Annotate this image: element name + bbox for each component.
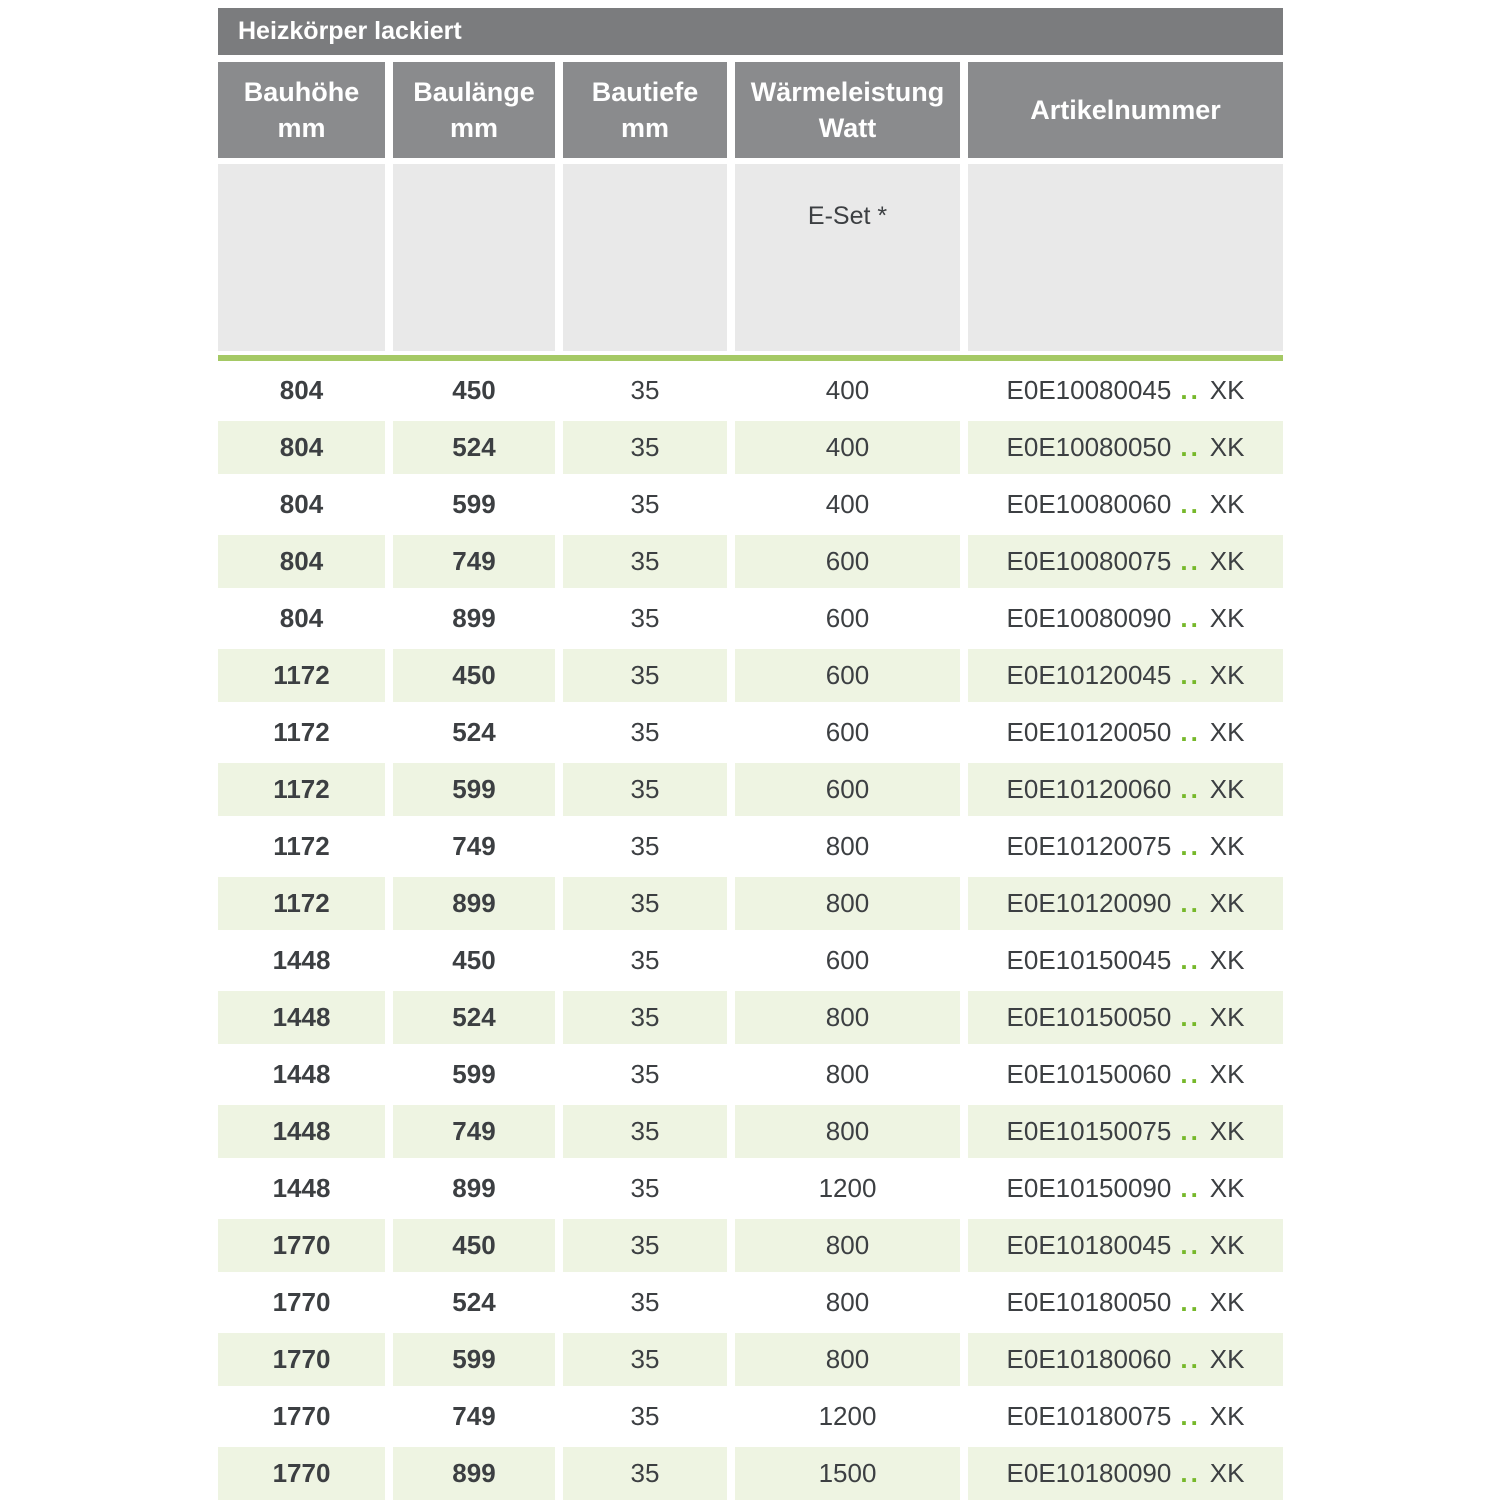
table-row [218,649,1283,702]
artikel-base: E0E10120090 [1006,888,1172,918]
subheader-cell-eset [735,164,960,351]
artikel-base: E0E10180075 [1006,1401,1172,1431]
table-row [218,1447,1283,1500]
cell-bautiefe: 35 [563,820,727,873]
cell-bautiefe: 35 [563,1390,727,1443]
header-artikelnummer [968,62,1283,158]
cell-baulaenge: 524 [393,706,555,759]
artikel-dots: .. [1180,1458,1201,1488]
cell-waermeleistung: 800 [735,1048,960,1101]
product-spec-table [218,8,1283,1500]
cell-bauhoehe: 1172 [218,706,385,759]
cell-bauhoehe: 1172 [218,763,385,816]
artikel-base: E0E10150050 [1006,1002,1172,1032]
cell-waermeleistung: 600 [735,706,960,759]
cell-bauhoehe: 1172 [218,877,385,930]
table-row [218,592,1283,645]
cell-bautiefe: 35 [563,421,727,474]
accent-divider [218,355,1283,361]
cell-baulaenge: 599 [393,478,555,531]
cell-waermeleistung: 600 [735,592,960,645]
cell-artikelnummer [968,877,1283,930]
cell-artikelnummer [968,1219,1283,1272]
cell-baulaenge: 599 [393,1333,555,1386]
artikel-suffix: XK [1209,603,1245,633]
artikel-base: E0E10150090 [1006,1173,1172,1203]
table-row [218,1390,1283,1443]
cell-baulaenge: 899 [393,877,555,930]
cell-waermeleistung: 600 [735,934,960,987]
artikel-base: E0E10180060 [1006,1344,1172,1374]
artikel-suffix: XK [1209,375,1245,405]
artikel-base: E0E10180045 [1006,1230,1172,1260]
cell-baulaenge: 450 [393,649,555,702]
cell-baulaenge: 899 [393,592,555,645]
cell-waermeleistung: 800 [735,820,960,873]
cell-bautiefe: 35 [563,478,727,531]
artikel-suffix: XK [1209,660,1245,690]
cell-artikelnummer [968,763,1283,816]
cell-artikelnummer [968,934,1283,987]
artikel-base: E0E10120050 [1006,717,1172,747]
cell-artikelnummer [968,1333,1283,1386]
artikel-base: E0E10120045 [1006,660,1172,690]
artikel-dots: .. [1180,489,1201,519]
artikel-base: E0E10080060 [1006,489,1172,519]
artikel-base: E0E10080075 [1006,546,1172,576]
cell-waermeleistung: 1500 [735,1447,960,1500]
cell-bauhoehe: 804 [218,421,385,474]
header-waermeleistung [735,62,960,158]
cell-bautiefe: 35 [563,1048,727,1101]
cell-bautiefe: 35 [563,649,727,702]
artikel-base: E0E10180050 [1006,1287,1172,1317]
cell-waermeleistung: 600 [735,535,960,588]
cell-waermeleistung: 1200 [735,1162,960,1215]
table-row [218,763,1283,816]
cell-waermeleistung: 800 [735,1333,960,1386]
eset-label: E-Set * [807,202,888,230]
subheader-cell-bautiefe [563,164,727,351]
header-label: Bauhöhe [243,76,360,107]
cell-waermeleistung: 1200 [735,1390,960,1443]
cell-artikelnummer [968,991,1283,1044]
cell-artikelnummer [968,1447,1283,1500]
artikel-base: E0E10180090 [1006,1458,1172,1488]
cell-artikelnummer [968,421,1283,474]
artikel-dots: .. [1180,432,1201,462]
header-unit: mm [620,113,669,143]
header-unit: mm [449,113,498,143]
cell-bautiefe: 35 [563,763,727,816]
table-row [218,706,1283,759]
cell-waermeleistung: 800 [735,991,960,1044]
header-unit: Watt [818,113,877,143]
cell-bautiefe: 35 [563,934,727,987]
cell-bauhoehe: 804 [218,364,385,417]
table-title-bar [218,8,1283,55]
cell-waermeleistung: 800 [735,1105,960,1158]
artikel-base: E0E10150060 [1006,1059,1172,1089]
cell-baulaenge: 450 [393,1219,555,1272]
artikel-suffix: XK [1209,1002,1245,1032]
artikel-suffix: XK [1209,1287,1245,1317]
artikel-dots: .. [1180,1059,1201,1089]
artikel-suffix: XK [1209,774,1245,804]
cell-baulaenge: 899 [393,1162,555,1215]
artikel-suffix: XK [1209,432,1245,462]
header-unit: mm [277,113,326,143]
cell-waermeleistung: 400 [735,478,960,531]
artikel-suffix: XK [1209,1230,1245,1260]
artikel-dots: .. [1180,546,1201,576]
cell-artikelnummer [968,535,1283,588]
cell-bauhoehe: 1172 [218,820,385,873]
artikel-dots: .. [1180,1002,1201,1032]
artikel-base: E0E10080045 [1006,375,1172,405]
header-label: Baulänge [413,76,535,107]
artikel-dots: .. [1180,1173,1201,1203]
cell-bautiefe: 35 [563,1105,727,1158]
artikel-suffix: XK [1209,945,1245,975]
artikel-suffix: XK [1209,546,1245,576]
artikel-base: E0E10080090 [1006,603,1172,633]
cell-artikelnummer [968,592,1283,645]
artikel-suffix: XK [1209,888,1245,918]
table-row [218,1162,1283,1215]
artikel-dots: .. [1180,1287,1201,1317]
cell-waermeleistung: 600 [735,763,960,816]
cell-waermeleistung: 800 [735,877,960,930]
cell-baulaenge: 599 [393,763,555,816]
cell-baulaenge: 524 [393,421,555,474]
table-row [218,1219,1283,1272]
header-label: Bautiefe [591,76,699,107]
cell-bautiefe: 35 [563,535,727,588]
table-header-row [218,62,1283,158]
artikel-suffix: XK [1209,1401,1245,1431]
cell-artikelnummer [968,478,1283,531]
cell-baulaenge: 450 [393,934,555,987]
cell-bauhoehe: 1770 [218,1390,385,1443]
artikel-dots: .. [1180,1230,1201,1260]
artikel-dots: .. [1180,888,1201,918]
artikel-dots: .. [1180,945,1201,975]
artikel-dots: .. [1180,1116,1201,1146]
artikel-base: E0E10150075 [1006,1116,1172,1146]
cell-artikelnummer [968,820,1283,873]
cell-baulaenge: 749 [393,535,555,588]
cell-bautiefe: 35 [563,1333,727,1386]
cell-bautiefe: 35 [563,991,727,1044]
header-bauhoehe [218,62,385,158]
cell-artikelnummer [968,1390,1283,1443]
cell-bautiefe: 35 [563,1219,727,1272]
cell-baulaenge: 450 [393,364,555,417]
table-row [218,877,1283,930]
cell-waermeleistung: 400 [735,421,960,474]
cell-baulaenge: 599 [393,1048,555,1101]
cell-waermeleistung: 800 [735,1276,960,1329]
artikel-suffix: XK [1209,717,1245,747]
subheader-cell-bauhoehe [218,164,385,351]
artikel-dots: .. [1180,717,1201,747]
cell-baulaenge: 524 [393,991,555,1044]
cell-artikelnummer [968,1105,1283,1158]
header-bautiefe [563,62,727,158]
table-body [218,364,1283,1500]
cell-artikelnummer [968,1276,1283,1329]
header-baulaenge [393,62,555,158]
cell-bauhoehe: 1770 [218,1276,385,1329]
artikel-suffix: XK [1209,1344,1245,1374]
table-row [218,991,1283,1044]
cell-baulaenge: 524 [393,1276,555,1329]
cell-bautiefe: 35 [563,1162,727,1215]
artikel-base: E0E10150045 [1006,945,1172,975]
cell-baulaenge: 899 [393,1447,555,1500]
artikel-dots: .. [1180,831,1201,861]
cell-bauhoehe: 1172 [218,649,385,702]
cell-baulaenge: 749 [393,1390,555,1443]
artikel-base: E0E10120060 [1006,774,1172,804]
artikel-dots: .. [1180,1344,1201,1374]
table-row [218,421,1283,474]
table-row [218,535,1283,588]
table-row [218,934,1283,987]
header-label: Artikelnummer [1030,94,1221,125]
cell-bautiefe: 35 [563,364,727,417]
cell-baulaenge: 749 [393,1105,555,1158]
cell-bautiefe: 35 [563,706,727,759]
artikel-dots: .. [1180,774,1201,804]
artikel-suffix: XK [1209,1458,1245,1488]
cell-bautiefe: 35 [563,1447,727,1500]
cell-bauhoehe: 1770 [218,1447,385,1500]
artikel-base: E0E10120075 [1006,831,1172,861]
cell-bauhoehe: 1448 [218,934,385,987]
table-row [218,1276,1283,1329]
cell-bauhoehe: 1448 [218,1162,385,1215]
table-row [218,364,1283,417]
cell-artikelnummer [968,649,1283,702]
artikel-dots: .. [1180,660,1201,690]
cell-bauhoehe: 1770 [218,1333,385,1386]
cell-waermeleistung: 600 [735,649,960,702]
cell-artikelnummer [968,364,1283,417]
table-title: Heizkörper lackiert [238,17,462,45]
table-row [218,1333,1283,1386]
subheader-cell-artikelnummer [968,164,1283,351]
artikel-suffix: XK [1209,1059,1245,1089]
cell-bauhoehe: 1770 [218,1219,385,1272]
cell-bautiefe: 35 [563,1276,727,1329]
cell-bauhoehe: 804 [218,535,385,588]
table-row [218,820,1283,873]
table-subheader-row [218,164,1283,351]
cell-bauhoehe: 804 [218,592,385,645]
cell-bautiefe: 35 [563,877,727,930]
subheader-cell-baulaenge [393,164,555,351]
table-row [218,1105,1283,1158]
cell-bauhoehe: 1448 [218,991,385,1044]
artikel-suffix: XK [1209,489,1245,519]
cell-artikelnummer [968,1048,1283,1101]
cell-artikelnummer [968,706,1283,759]
artikel-dots: .. [1180,1401,1201,1431]
artikel-dots: .. [1180,603,1201,633]
cell-waermeleistung: 800 [735,1219,960,1272]
artikel-dots: .. [1180,375,1201,405]
cell-baulaenge: 749 [393,820,555,873]
header-label: Wärmeleistung [750,76,945,107]
artikel-suffix: XK [1209,831,1245,861]
cell-bautiefe: 35 [563,592,727,645]
cell-waermeleistung: 400 [735,364,960,417]
table-row [218,478,1283,531]
cell-bauhoehe: 1448 [218,1048,385,1101]
table-row [218,1048,1283,1101]
artikel-suffix: XK [1209,1116,1245,1146]
cell-bauhoehe: 804 [218,478,385,531]
cell-bauhoehe: 1448 [218,1105,385,1158]
artikel-base: E0E10080050 [1006,432,1172,462]
artikel-suffix: XK [1209,1173,1245,1203]
cell-artikelnummer [968,1162,1283,1215]
